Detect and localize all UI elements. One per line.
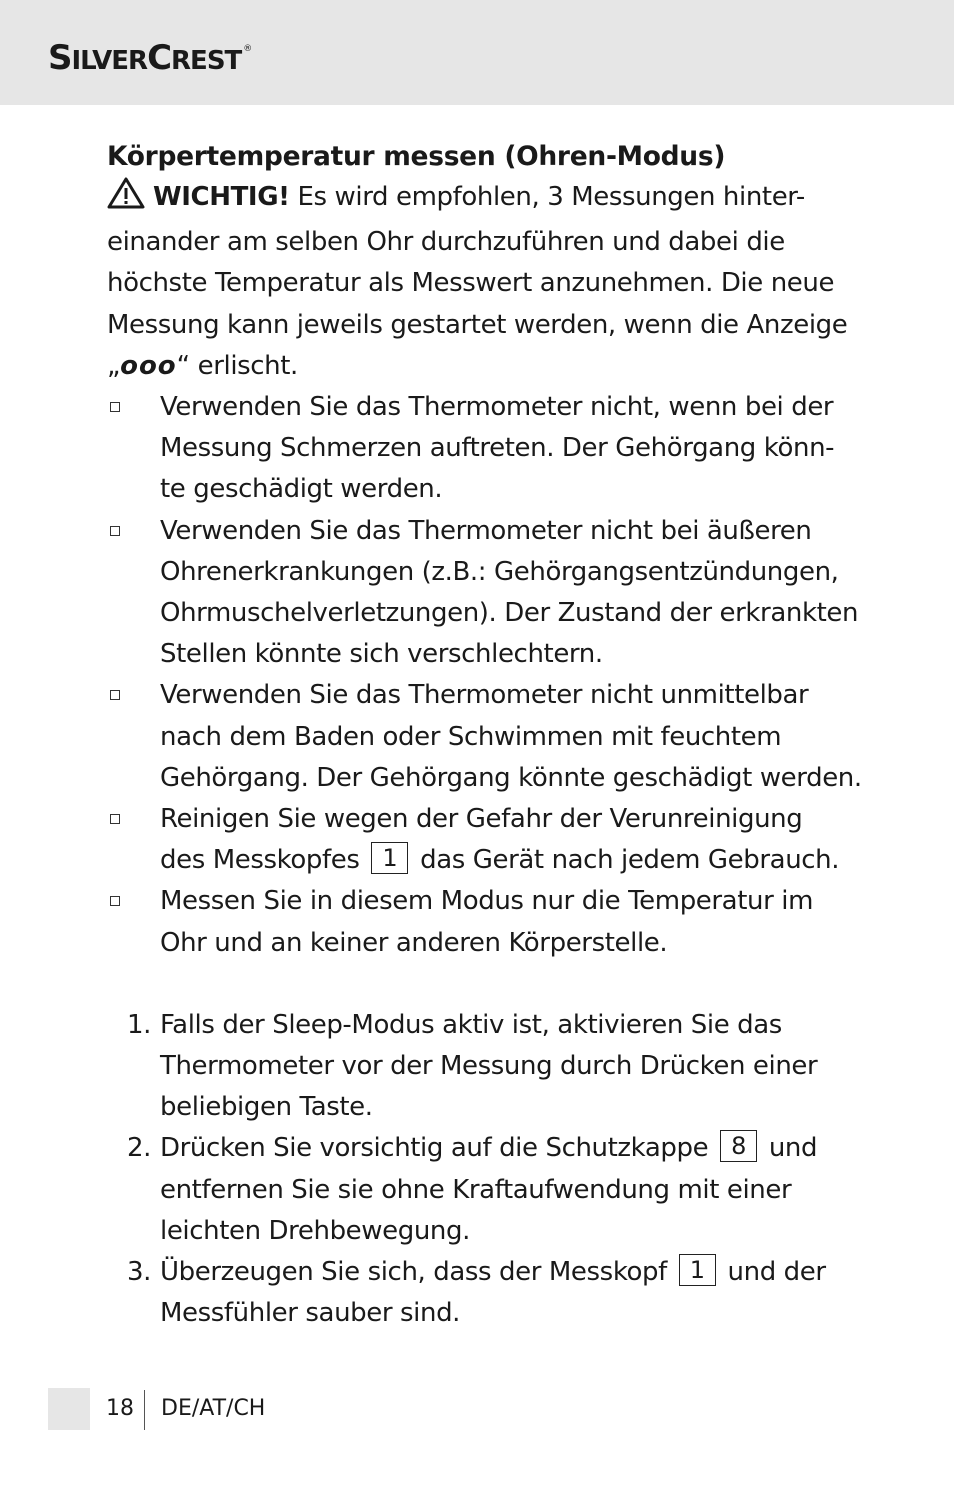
list-item: Verwenden Sie das Thermometer nicht unmittelbar nach dem Baden oder Schwimmen mit feuchtem Gehörgang. Der Gehörgang könnte geschädigt werden. [107, 675, 867, 799]
part-reference-box: 1 [371, 842, 408, 874]
steps-list [107, 1005, 867, 1335]
step-item: 1. Falls der Sleep-Modus aktiv ist, aktivieren Sie das Thermometer vor der Messung durch Drücken einer beliebigen Taste. [107, 1005, 867, 1129]
footer-locale: DE/AT/CH [161, 1396, 266, 1421]
page-content [107, 136, 867, 1334]
step-number: 2. [127, 1133, 152, 1164]
step-item: 3. Überzeugen Sie sich, dass der Messkopf 1 und der Messfühler sauber sind. [107, 1252, 867, 1334]
step-number: 1. [127, 1009, 152, 1040]
bullet-square-icon [110, 526, 120, 536]
display-indicator: ooo [120, 350, 177, 381]
part-reference-box: 8 [720, 1130, 757, 1162]
page-number: 18 [106, 1396, 134, 1421]
warning-list [107, 387, 867, 964]
footer-divider [144, 1390, 145, 1430]
bullet-square-icon [110, 896, 120, 906]
warning-label: WICHTIG! [153, 182, 290, 212]
list-item: Verwenden Sie das Thermometer nicht bei äußeren Ohrenerkrankungen (z.B.: Gehörgangsentzündungen, Ohrmuschelverletzungen). Der Zustand der erkrankten Stellen könnte sich verschlechtern. [107, 511, 867, 676]
warning-triangle-icon [107, 177, 145, 222]
step-number: 3. [127, 1257, 152, 1288]
part-reference-box: 1 [679, 1254, 716, 1286]
list-item: Reinigen Sie wegen der Gefahr der Verunreinigung des Messkopfes 1 das Gerät nach jedem Gebrauch. [107, 799, 867, 881]
bullet-square-icon [110, 402, 120, 412]
brand-logo: SILVERCREST ® [48, 38, 252, 78]
list-item: Messen Sie in diesem Modus nur die Temperatur im Ohr und an keiner anderen Körperstelle. [107, 881, 867, 963]
section-heading: Körpertemperatur messen (Ohren-Modus) [107, 141, 726, 172]
list-item: Verwenden Sie das Thermometer nicht, wenn bei der Messung Schmerzen auftreten. Der Gehörgang könn- te geschädigt werden. [107, 387, 867, 511]
step-item: 2. Drücken Sie vorsichtig auf die Schutzkappe 8 und entfernen Sie sie ohne Kraftaufwendung mit einer leichten Drehbewegung. [107, 1128, 867, 1252]
bullet-square-icon [110, 814, 120, 824]
footer-marker [48, 1388, 90, 1430]
bullet-square-icon [110, 690, 120, 700]
header-band [0, 0, 954, 105]
warning-paragraph: WICHTIG! Es wird empfohlen, 3 Messungen hinter- einander am selben Ohr durchzuführen und dabei die höchste Temperatur als Messwert anzunehmen. Die neue Messung kann jeweils gestartet werden, wenn die Anzeige „ooo“ erlischt. [107, 177, 867, 387]
